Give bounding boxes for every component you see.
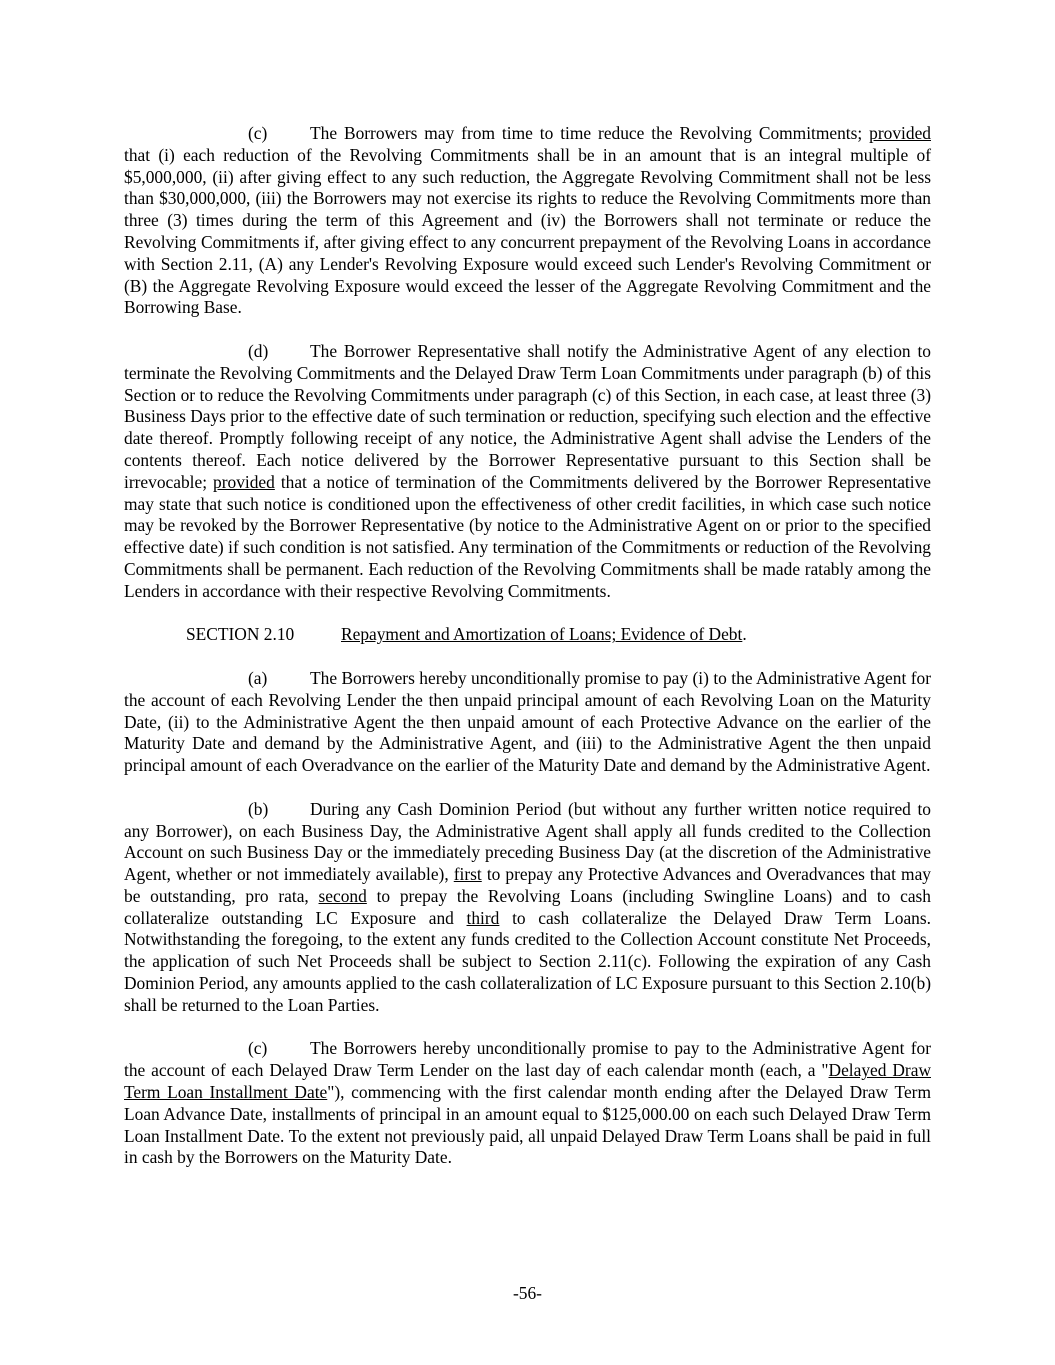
section-number: SECTION 2.10 xyxy=(186,624,295,645)
paragraph-text: The Borrower Representative shall notify the Administrative Agent of any election to terminate the Revolving Commitments and the Delayed Draw Term Loan Commitments under paragraph (b) of this Section or to reduce the Revolving Commitments under paragraph (c) of this Section, in each case, at least three (3) Business Days prior to the effective date of such termination or reduction, specifying such election and the effective date thereof. Promptly following receipt of any notice, the Administrative Agent shall advise the Lenders of the contents thereof. Each notice delivered by the Borrower Representative pursuant to this Section shall be irrevocable; xyxy=(124,340,931,492)
underlined-term: provided xyxy=(869,123,931,143)
paragraph-c-revolving-reduction xyxy=(124,123,931,319)
section-heading xyxy=(124,624,931,646)
paragraph-marker: (b) xyxy=(248,798,269,819)
paragraph-text: "), commencing with the first calendar month ending after the Delayed Draw Term Loan Advance Date, installments of principal in an amount equal to $125,000.00 on each such Delayed Draw Term Loan Installment Date. To the extent not previously paid, all unpaid Delayed Draw Term Loans shall be paid in full in cash by the Borrowers on the Maturity Date. xyxy=(124,1082,931,1168)
paragraph-d-notice xyxy=(124,341,931,603)
underlined-term: Delayed Draw Term Loan Installment Date xyxy=(124,1060,931,1103)
paragraph-text: to prepay any Protective Advances and Overadvances that may be outstanding, pro rata, xyxy=(124,864,931,906)
underlined-term: third xyxy=(466,907,500,928)
underlined-term: provided xyxy=(213,471,275,492)
paragraph-text: to cash collateralize the Delayed Draw Term Loans. Notwithstanding the foregoing, to the extent any funds credited to the Collection Account constitute Net Proceeds, the application of such Net Proceeds shall be subject to Section 2.11(c). Following the expiration of any Cash Dominion Period, any amounts applied to the cash collateralization of LC Exposure pursuant to this Section 2.10(b) shall be returned to the Loan Parties. xyxy=(124,907,931,1015)
page-number: -56- xyxy=(513,1283,542,1303)
paragraph-marker: (d) xyxy=(248,340,269,361)
paragraph-text: During any Cash Dominion Period (but without any further written notice required to any Borrower), on each Business Day, the Administrative Agent shall apply all funds credited to the Collection Account on such Business Day or the immediately preceding Business Day (at the discretion of the Administrative Agent, whether or not immediately available), xyxy=(124,798,931,885)
underlined-term: second xyxy=(318,885,367,906)
underlined-term: first xyxy=(453,864,482,885)
paragraph-c-installments xyxy=(124,1038,931,1169)
paragraph-marker: (c) xyxy=(248,123,268,143)
section-title: Repayment and Amortization of Loans; Evidence of Debt xyxy=(341,624,743,645)
paragraph-text: The Borrowers may from time to time reduce the Revolving Commitments; xyxy=(310,123,870,143)
paragraph-text: The Borrowers hereby unconditionally promise to pay (i) to the Administrative Agent for the account of each Revolving Lender the then unpaid principal amount of each Revolving Loan on the Maturity Date, (ii) to the Administrative Agent the then unpaid amount of each Protective Advance on the earlier of the Maturity Date and demand by the Administrative Agent, and (iii) to the Administrative Agent the then unpaid principal amount of each Overadvance on the earlier of the Maturity Date and demand by the Administrative Agent. xyxy=(124,667,931,776)
paragraph-text: that (i) each reduction of the Revolving Commitments shall be in an amount that is an integral multiple of $5,000,000, (ii) after giving effect to any such reduction, the Aggregate Revolving Commitment shall not be less than $30,000,000, (iii) the Borrowers may not exercise its rights to reduce the Revolving Commitments more than three (3) times during the term of this Agreement and (iv) the Borrowers shall not terminate or reduce the Revolving Commitments if, after giving effect to any concurrent prepayment of the Revolving Loans in accordance with Section 2.11, (A) any Lender's Revolving Exposure would exceed such Lender's Revolving Commitment or (B) the Aggregate Revolving Exposure would exceed the lesser of the Aggregate Revolving Commitment and the Borrowing Base. xyxy=(124,144,931,318)
section-title-end: . xyxy=(742,624,747,645)
paragraph-marker: (c) xyxy=(248,1038,268,1059)
paragraph-text: that a notice of termination of the Commitments delivered by the Borrower Representative may state that such notice is conditioned upon the effectiveness of other credit facilities, in which case such notice may be revoked by the Borrower Representative (by notice to the Administrative Agent on or prior to the specified effective date) if such condition is not satisfied. Any termination of the Commitments or reduction of the Revolving Commitments shall be permanent. Each reduction of the Revolving Commitments shall be made ratably among the Lenders in accordance with their respective Revolving Commitments. xyxy=(124,471,931,601)
paragraph-text: The Borrowers hereby unconditionally promise to pay to the Administrative Agent for the account of each Delayed Draw Term Lender on the last day of each calendar month (each, a " xyxy=(124,1038,931,1081)
paragraph-b-cash-dominion xyxy=(124,799,931,1017)
paragraph-text: to prepay the Revolving Loans (including Swingline Loans) and to cash collateralize outstanding LC Exposure and xyxy=(124,885,931,928)
document-page xyxy=(124,123,931,1191)
paragraph-marker: (a) xyxy=(248,667,268,688)
paragraph-a-repayment xyxy=(124,668,931,777)
